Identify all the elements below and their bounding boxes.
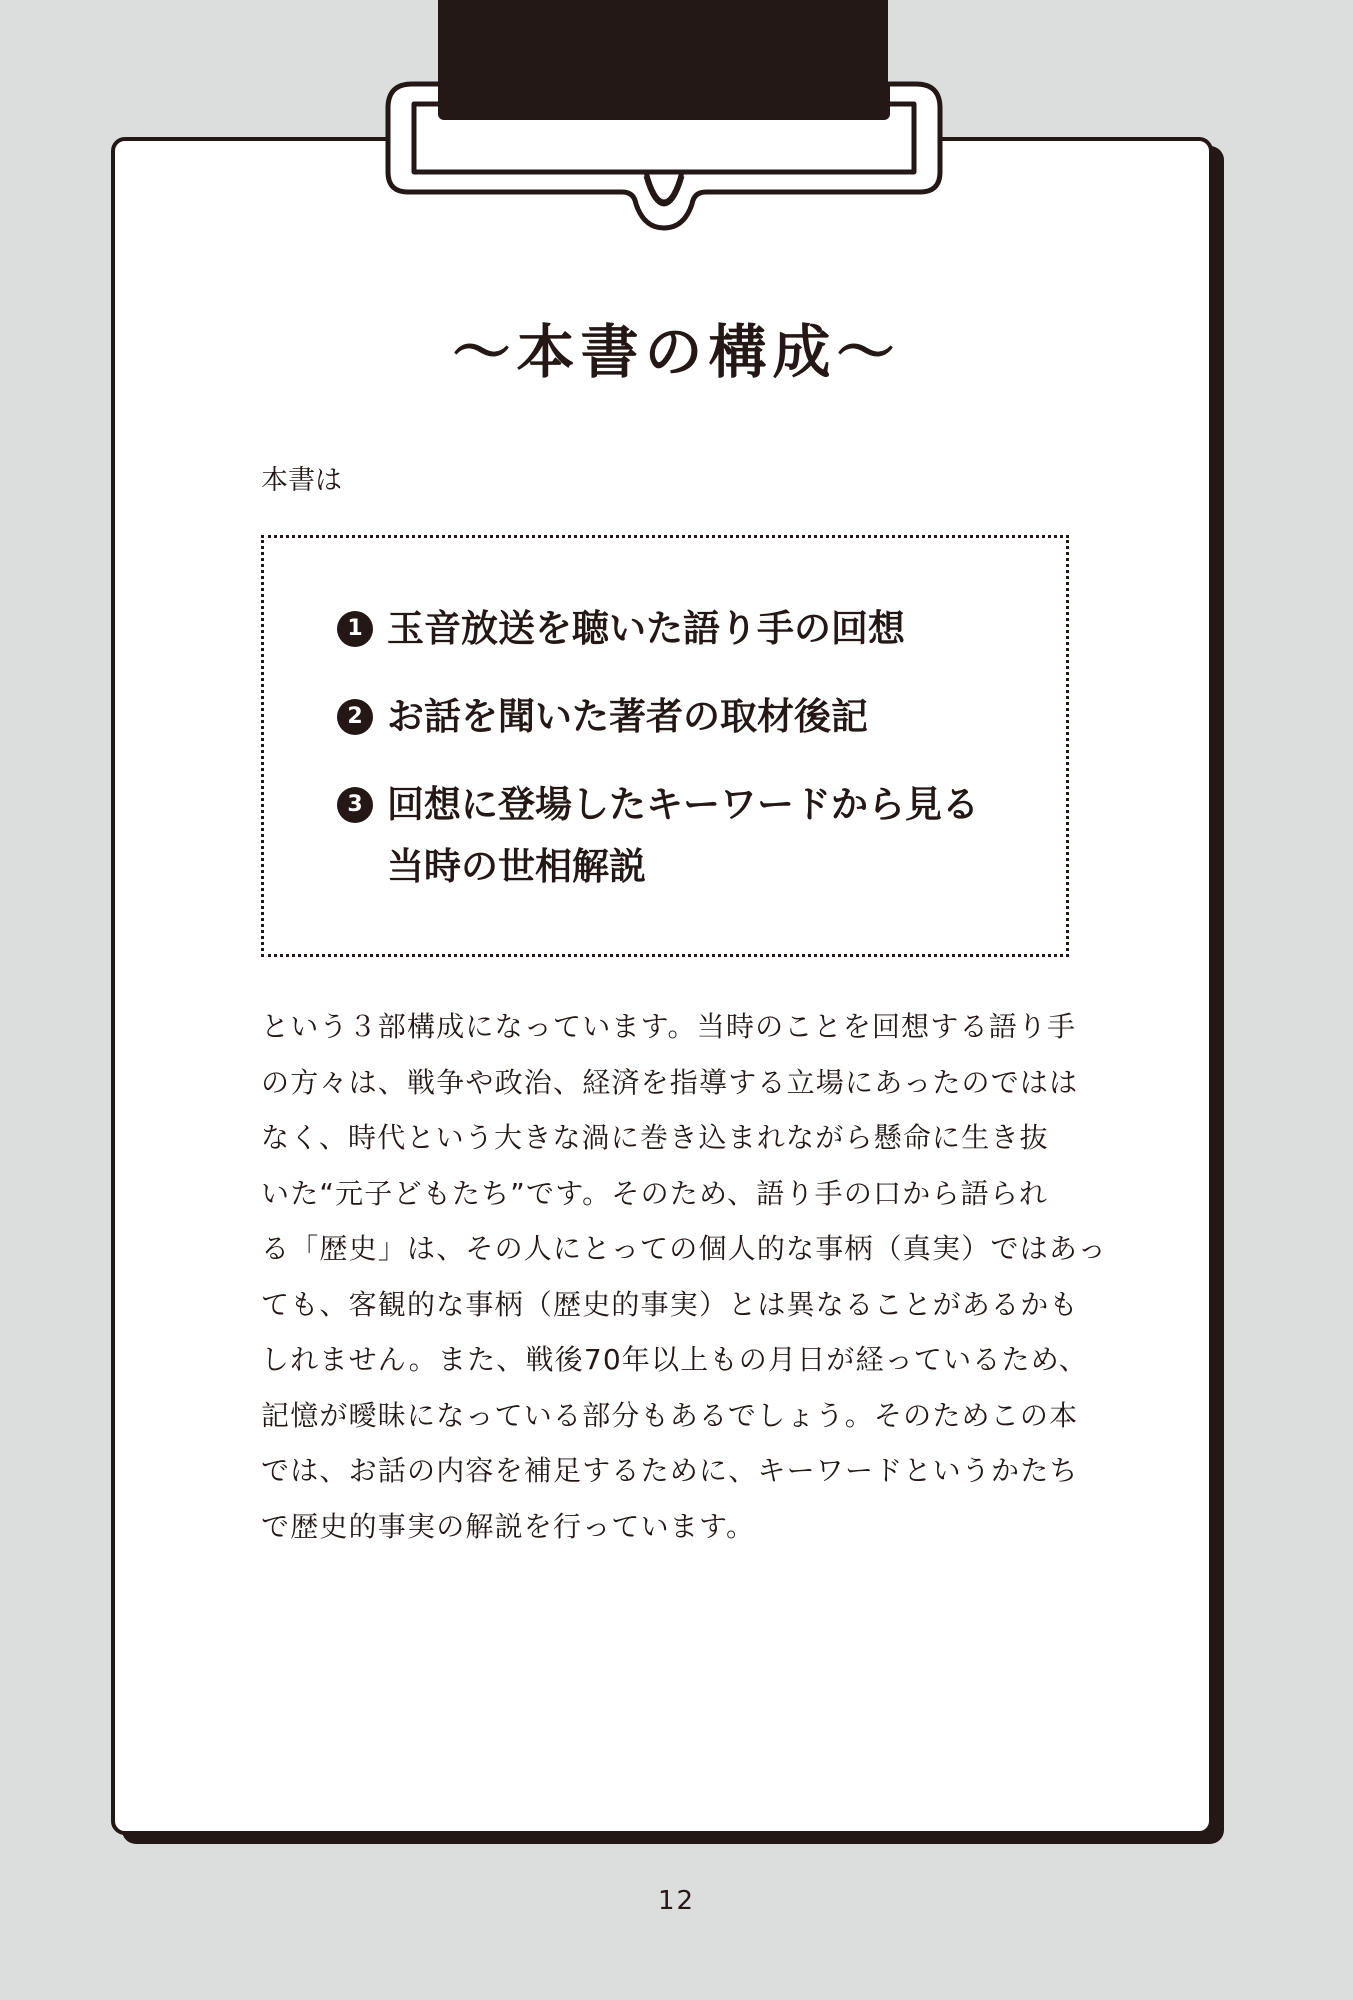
section-3-line-2: 当時の世相解説	[387, 845, 646, 888]
body-line: なく、時代という大きな渦に巻き込まれながら懸命に生き抜	[261, 1121, 1049, 1154]
body-line: で歴史的事実の解説を行っています。	[261, 1509, 756, 1543]
body-line: の方々は、戦争や政治、経済を指導する立場にあったのではは	[261, 1065, 1079, 1099]
section-3-line-1: 回想に登場したキーワードから見る	[387, 783, 979, 826]
body-line: という３部構成になっています。当時のことを回想する語り手	[261, 1010, 1077, 1043]
page-number: 12	[657, 1886, 696, 1916]
number-badge-3: 3	[337, 787, 373, 823]
intro-text: 本書は	[261, 465, 342, 496]
number-badge-1: 1	[337, 611, 373, 647]
body-line: では、お話の内容を補足するために、キーワードというかたち	[261, 1454, 1079, 1487]
structure-box	[261, 535, 1069, 957]
section-2-line-1: お話を聞いた著者の取材後記	[387, 695, 868, 738]
body-line: しれません。また、戦後70年以上もの月日が経っているため、	[261, 1343, 1088, 1376]
number-badge-2: 2	[337, 699, 373, 735]
section-1-line-1: 玉音放送を聴いた語り手の回想	[387, 607, 905, 650]
clipboard-paper	[111, 137, 1213, 1835]
section-item-3	[337, 774, 979, 898]
body-line: 記憶が曖昧になっている部分もあるでしょう。そのためこの本	[261, 1398, 1079, 1432]
section-item-1	[337, 598, 905, 660]
body-line: る「歴史」は、その人にとっての個人的な事柄（真実）ではあっ	[261, 1232, 1107, 1265]
body-line: いた“元子どもたち”です。そのため、語り手の口から語られ	[261, 1176, 1049, 1210]
page-title: ～本書の構成～	[452, 318, 901, 386]
body-paragraph	[261, 999, 1107, 1554]
body-line: ても、客観的な事柄（歴史的事実）とは異なることがあるかも	[261, 1287, 1079, 1321]
clip-icon	[384, 80, 944, 240]
section-item-2	[337, 686, 868, 748]
